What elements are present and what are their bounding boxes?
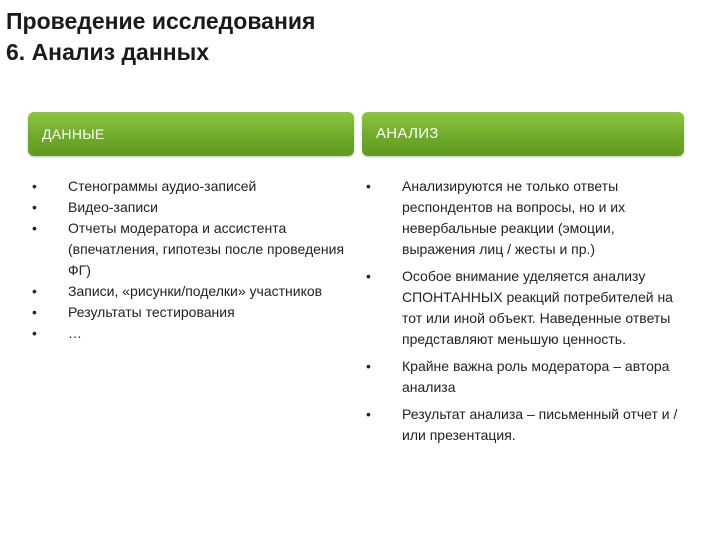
list-item: • Отчеты модератора и ассистента (впечатления, гипотезы после проведения ФГ) [30,218,352,281]
list-item: • Результаты тестирования [30,302,352,323]
list-item: • Особое внимание уделяется анализу СПОНТАННЫХ реакций потребителей на тот или иной объект. Наведенные ответы представляют меньшую ценность. [364,266,682,350]
data-bullet-list [30,176,352,344]
slide-title [6,6,706,68]
list-item: • Записи, «рисунки/поделки» участников [30,281,352,302]
list-item: • Видео-записи [30,197,352,218]
list-item: • Стенограммы аудио-записей [30,176,352,197]
slide-title-line-2: 6. Анализ данных [6,39,210,65]
analysis-bullet-list [364,176,682,446]
list-item: • Результат анализа – письменный отчет и / или презентация. [364,404,682,446]
analysis-column-header: АНАЛИЗ [362,112,684,156]
data-column-header: ДАННЫЕ [28,112,354,156]
slide-title-line-1: Проведение исследования [6,8,316,34]
list-item: • Анализируются не только ответы респондентов на вопросы, но и их невербальные реакции (эмоции, выражения лиц / жесты и пр.) [364,176,682,260]
list-item: • Крайне важна роль модератора – автора анализа [364,356,682,398]
list-item: • … [30,323,352,344]
